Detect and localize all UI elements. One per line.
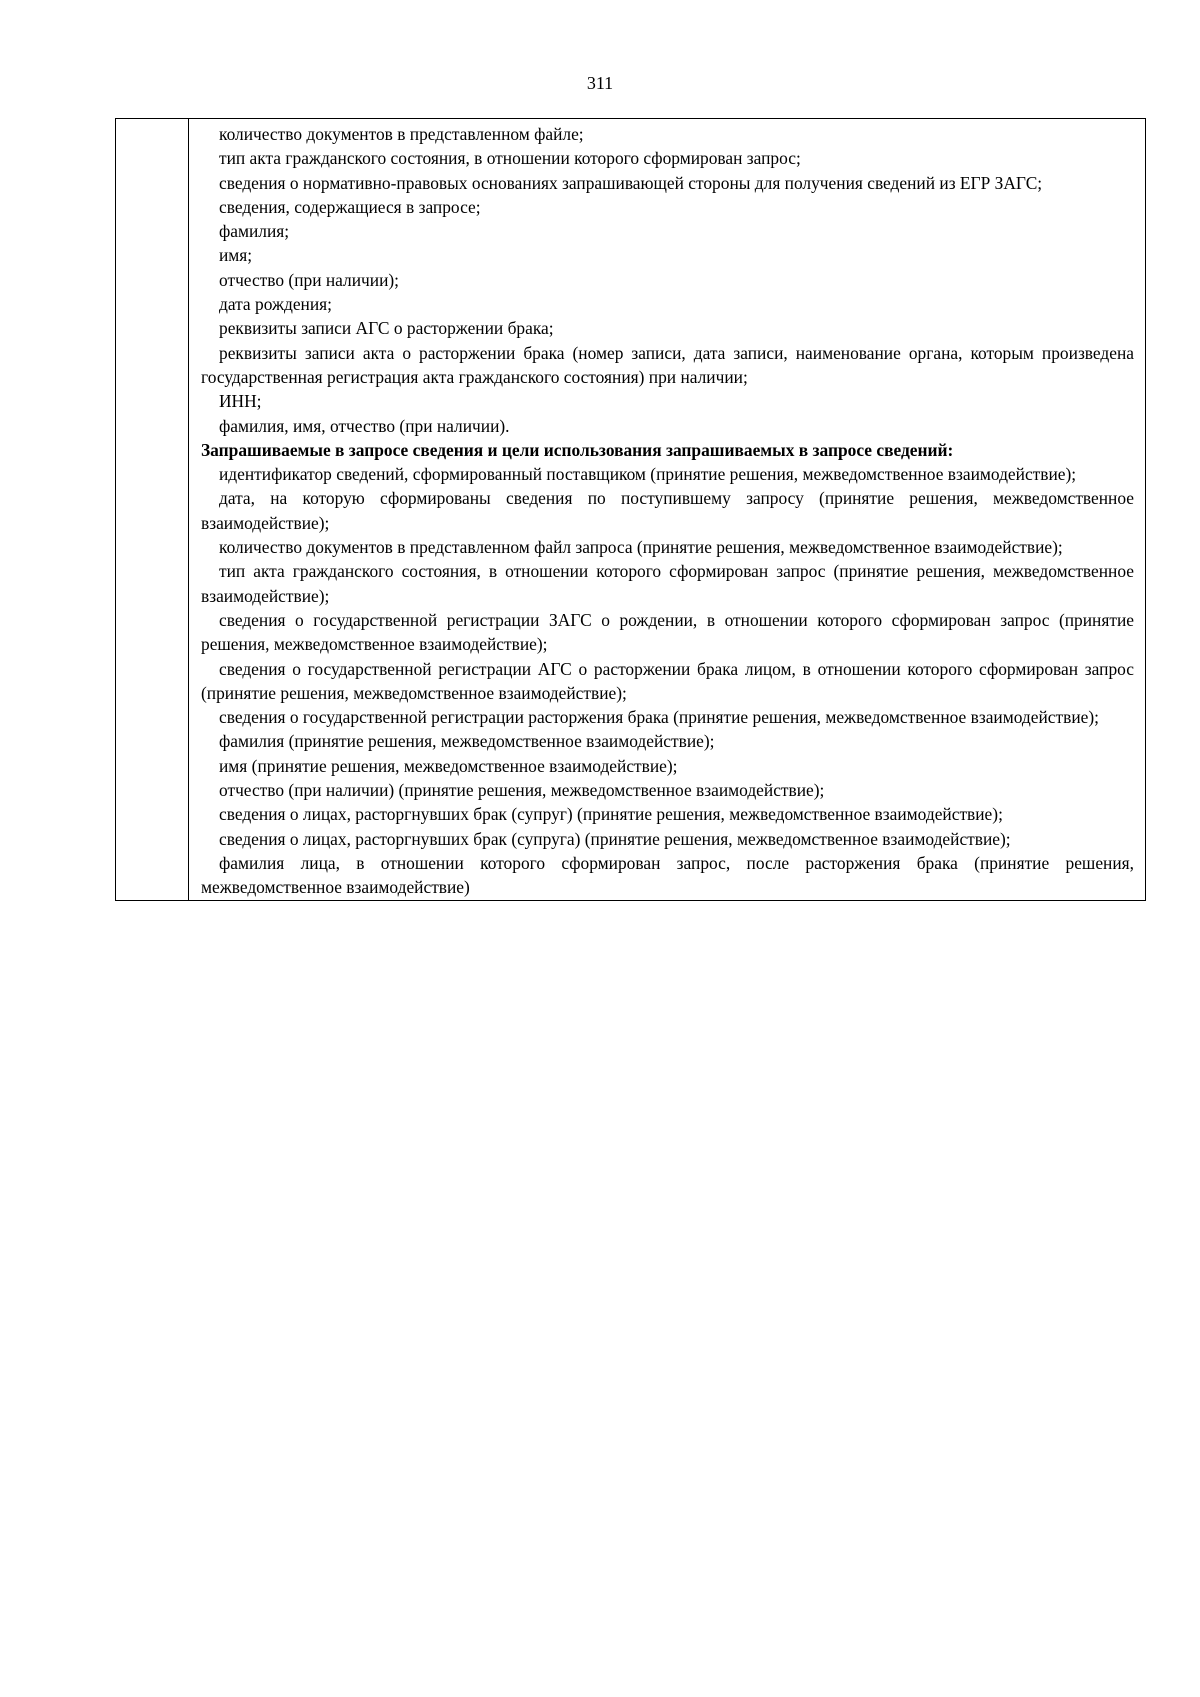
list-item: идентификатор сведений, сформированный поставщиком (принятие решения, межведомственное взаимодействие); bbox=[219, 464, 1077, 485]
list-item: количество документов в представленном файле; bbox=[219, 124, 584, 144]
list-item: имя; bbox=[219, 245, 253, 266]
list-item: фамилия (принятие решения, межведомственное взаимодействие); bbox=[219, 731, 715, 752]
page-number: 311 bbox=[586, 73, 614, 93]
list-item: фамилия, имя, отчество (при наличии). bbox=[219, 415, 510, 436]
list-item: сведения о государственной регистрации АГС о расторжении брака лицом, в отношении которого сформирован запрос (принятие решения, межведомственное взаимодействие); bbox=[201, 658, 1134, 703]
list-item: отчество (при наличии); bbox=[219, 269, 400, 290]
list-item: дата, на которую сформированы сведения по поступившему запросу (принятие решения, межведомственное взаимодействие); bbox=[201, 488, 1134, 533]
table-content-cell bbox=[189, 119, 1145, 900]
list-item: реквизиты записи акта о расторжении брака (номер записи, дата записи, наименование органа, которым произведена государственная регистрация акта гражданского состояния) при наличии; bbox=[201, 342, 1134, 387]
list-item: количество документов в представленном файл запроса (принятие решения, межведомственное взаимодействие); bbox=[219, 537, 1063, 558]
list-item: тип акта гражданского состояния, в отношении которого сформирован запрос (принятие решения, межведомственное взаимодействие); bbox=[201, 561, 1134, 606]
table-left-cell bbox=[116, 119, 189, 900]
list-item: сведения о лицах, расторгнувших брак (супруг) (принятие решения, межведомственное взаимодействие); bbox=[219, 804, 1003, 825]
list-item: отчество (при наличии) (принятие решения, межведомственное взаимодействие); bbox=[219, 780, 825, 801]
section-heading: Запрашиваемые в запросе сведения и цели использования запрашиваемых в запросе сведений: bbox=[201, 439, 954, 460]
list-item: сведения, содержащиеся в запросе; bbox=[219, 196, 481, 217]
list-item: фамилия лица, в отношении которого сформирован запрос, после расторжения брака (принятие решения, межведомственное взаимодействие) bbox=[201, 852, 1134, 898]
list-item: ИНН; bbox=[219, 391, 262, 412]
list-item: сведения о государственной регистрации ЗАГС о рождении, в отношении которого сформирован запрос (принятие решения, межведомственное взаимодействие); bbox=[201, 609, 1134, 655]
list-item: тип акта гражданского состояния, в отношении которого сформирован запрос; bbox=[219, 148, 801, 169]
list-item: фамилия; bbox=[219, 221, 290, 242]
list-item: сведения о государственной регистрации расторжения брака (принятие решения, межведомственное взаимодействие); bbox=[219, 707, 1099, 728]
data-table bbox=[115, 118, 1146, 901]
list-item: сведения о нормативно-правовых основаниях запрашивающей стороны для получения сведений из ЕГР ЗАГС; bbox=[219, 172, 1043, 193]
list-item: сведения о лицах, расторгнувших брак (супруга) (принятие решения, межведомственное взаимодействие); bbox=[219, 828, 1011, 849]
list-item: реквизиты записи АГС о расторжении брака; bbox=[219, 318, 554, 339]
list-item: имя (принятие решения, межведомственное взаимодействие); bbox=[219, 755, 678, 776]
list-item: дата рождения; bbox=[219, 294, 332, 315]
